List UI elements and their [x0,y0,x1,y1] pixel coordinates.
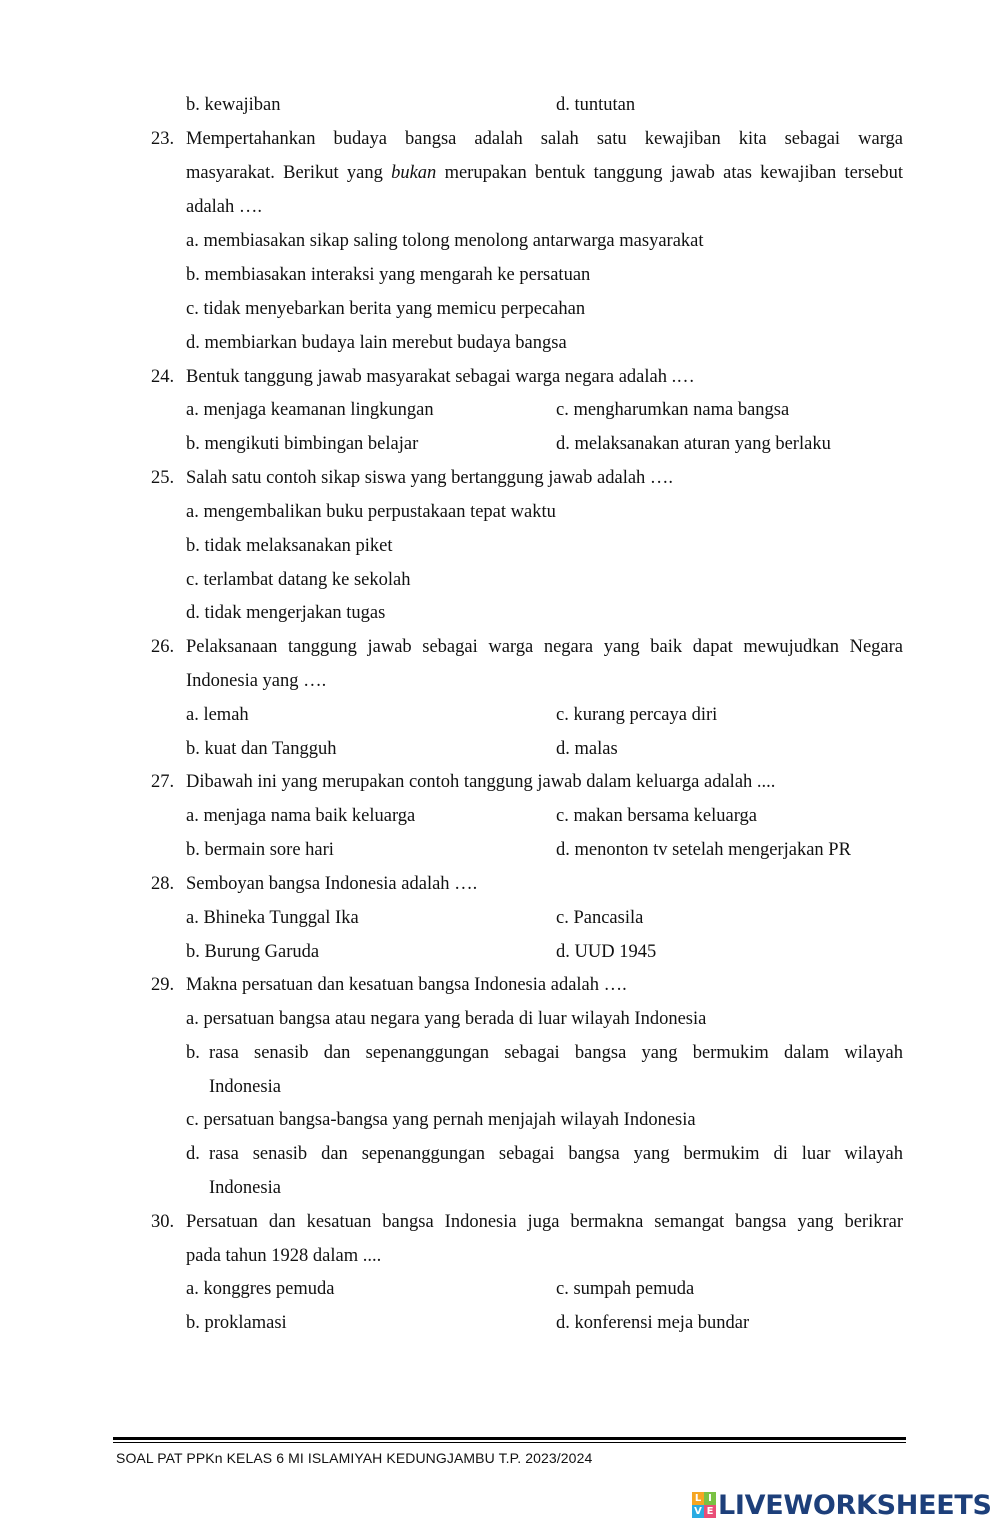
q28-text: Semboyan bangsa Indonesia adalah …. [186,874,478,894]
q23-option-b: b. membiasakan interaksi yang mengarah ke persatuan [186,265,591,285]
q26-text-line1: Pelaksanaan tanggung jawab sebagai warga negara yang baik dapat mewujudkan Negara [186,637,903,657]
q29-option-c: c. persatuan bangsa-bangsa yang pernah menjajah wilayah Indonesia [186,1110,696,1130]
q24-option-b: b. mengikuti bimbingan belajar [186,434,419,454]
q29-option-d-line1: rasa senasib dan sepenanggungan sebagai bangsa yang bermukim di luar wilayah [209,1144,903,1164]
q24-option-a: a. menjaga keamanan lingkungan [186,400,434,420]
q29-option-b-line1: rasa senasib dan sepenanggungan sebagai bangsa yang bermukim dalam wilayah [209,1043,903,1063]
q22-option-b: b. kewajiban [186,95,281,115]
q30-text-line2: pada tahun 1928 dalam .... [186,1246,382,1266]
q26-number: 26. [151,637,175,657]
q29-number: 29. [151,975,175,995]
q27-number: 27. [151,772,175,792]
q29-text: Makna persatuan dan kesatuan bangsa Indonesia adalah …. [186,975,627,995]
q25-option-a: a. mengembalikan buku perpustakaan tepat waktu [186,502,556,522]
q26-text-line2: Indonesia yang …. [186,671,327,691]
q23-text-line3: adalah …. [186,197,263,217]
q28-option-a: a. Bhineka Tunggal Ika [186,908,359,928]
q25-option-d: d. tidak mengerjakan tugas [186,603,386,623]
q26-option-a: a. lemah [186,705,249,725]
q27-text: Dibawah ini yang merupakan contoh tanggung jawab dalam keluarga adalah .... [186,772,776,792]
q29-option-b-letter: b. [186,1043,200,1063]
q23-text-line1: Mempertahankan budaya bangsa adalah salah satu kewajiban kita sebagai warga [186,129,903,149]
q29-option-d-letter: d. [186,1144,200,1164]
q26-option-d: d. malas [556,739,618,759]
q28-number: 28. [151,874,175,894]
logo-letter-v: V [692,1505,704,1518]
q23-option-d: d. membiarkan budaya lain merebut budaya bangsa [186,333,567,353]
q26-option-b: b. kuat dan Tangguh [186,739,337,759]
q30-option-a: a. konggres pemuda [186,1279,335,1299]
q27-option-c: c. makan bersama keluarga [556,806,758,826]
q24-option-c: c. mengharumkan nama bangsa [556,400,790,420]
q30-option-c: c. sumpah pemuda [556,1279,695,1299]
q23-number: 23. [151,129,175,149]
logo-letter-e: E [704,1505,716,1518]
q30-text-line1: Persatuan dan kesatuan bangsa Indonesia juga bermakna semangat bangsa yang berikrar [186,1212,903,1232]
q28-option-d: d. UUD 1945 [556,942,657,962]
q25-number: 25. [151,468,175,488]
q23-emphasis-word: bukan [391,163,437,183]
logo-letter-i: I [704,1492,716,1505]
q29-option-d-line2: Indonesia [209,1178,281,1198]
q23-text-line2: masyarakat. Berikut yang bukan merupakan bentuk tanggung jawab atas kewajiban tersebut [186,163,904,183]
footer-rule-thick [113,1437,906,1440]
q27-option-d: d. menonton tv setelah mengerjakan PR [556,840,851,860]
q27-option-b: b. bermain sore hari [186,840,334,860]
q30-option-d: d. konferensi meja bundar [556,1313,750,1333]
footer-text: SOAL PAT PPKn KELAS 6 MI ISLAMIYAH KEDUNGJAMBU T.P. 2023/2024 [116,1450,593,1466]
q27-option-a: a. menjaga nama baik keluarga [186,806,416,826]
logo-letter-l: L [692,1492,704,1505]
q29-option-b-line2: Indonesia [209,1077,281,1097]
q22-option-d: d. tuntutan [556,95,636,115]
liveworksheets-brand [692,1487,992,1523]
q24-number: 24. [151,367,175,387]
q29-option-a: a. persatuan bangsa atau negara yang berada di luar wilayah Indonesia [186,1009,707,1029]
q28-option-b: b. Burung Garuda [186,942,320,962]
liveworksheets-wordmark: LIVEWORKSHEETS [718,1489,992,1521]
footer-rule-thin [113,1442,906,1443]
q25-text: Salah satu contoh sikap siswa yang bertanggung jawab adalah …. [186,468,674,488]
q23-option-c: c. tidak menyebarkan berita yang memicu perpecahan [186,299,586,319]
liveworksheets-logo-icon [692,1492,716,1518]
q23-option-a: a. membiasakan sikap saling tolong menolong antarwarga masyarakat [186,231,704,251]
q25-option-c: c. terlambat datang ke sekolah [186,570,411,590]
q25-option-b: b. tidak melaksanakan piket [186,536,393,556]
q24-option-d: d. melaksanakan aturan yang berlaku [556,434,831,454]
q24-text: Bentuk tanggung jawab masyarakat sebagai warga negara adalah .… [186,367,695,387]
q30-number: 30. [151,1212,175,1232]
q28-option-c: c. Pancasila [556,908,644,928]
q30-option-b: b. proklamasi [186,1313,287,1333]
q26-option-c: c. kurang percaya diri [556,705,718,725]
